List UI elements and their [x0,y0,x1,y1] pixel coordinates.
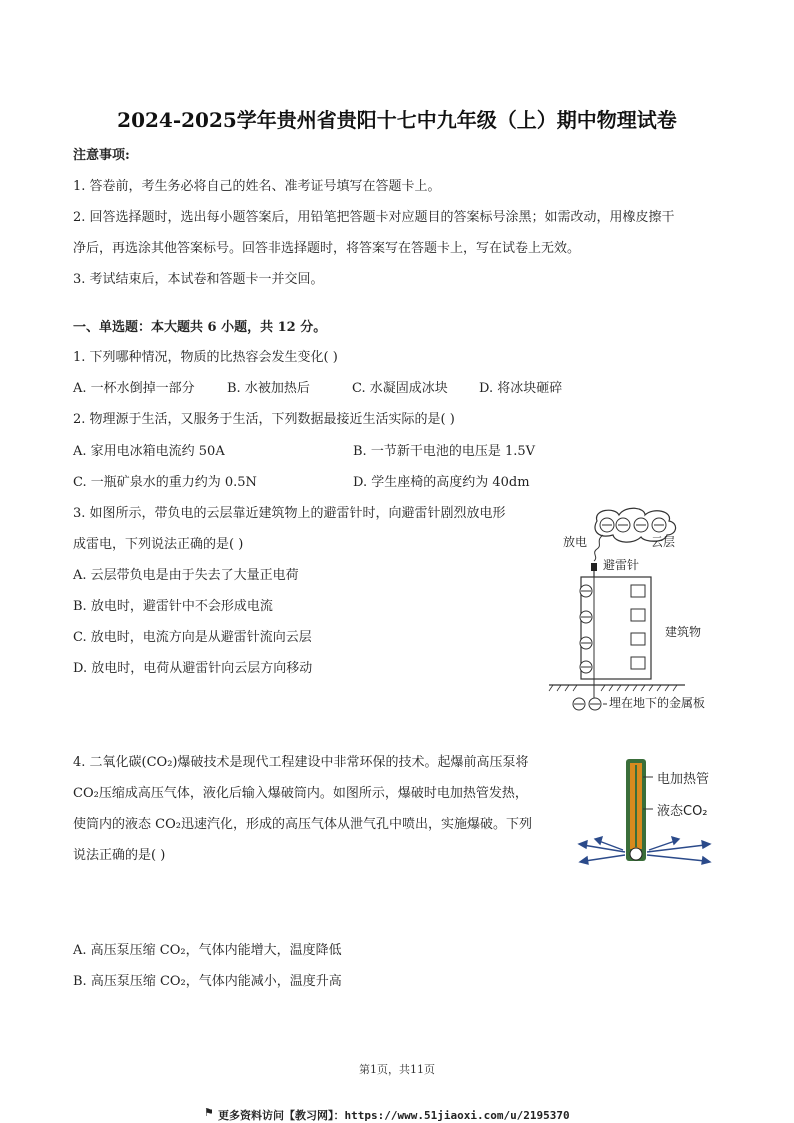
figure-label-building: 建筑物 [665,625,702,639]
q3-option-a: A. 云层带负电是由于失去了大量正电荷 [73,568,299,583]
notice-item-2: 2. 回答选择题时，选出每小题答案后，用铅笔把答题卡对应题目的答案标号涂黑；如需改动，用橡皮擦干 [73,210,675,225]
q3-stem-line2: 成雷电，下列说法正确的是( ) [73,537,244,552]
q4-stem-line1: 4. 二氧化碳(CO₂)爆破技术是现代工程建设中非常环保的技术。起爆前高压泵将 [73,755,529,770]
flag-icon: ⚑ [204,1106,214,1119]
q2-option-d: D. 学生座椅的高度约为 40dm [353,475,530,490]
q3-option-d: D. 放电时，电荷从避雷针向云层方向移动 [73,661,313,676]
q4-stem-line3: 使筒内的液态 CO₂迅速汽化，形成的高压气体从泄气孔中喷出，实施爆破。下列 [73,817,532,832]
q4-option-b: B. 高压泵压缩 CO₂，气体内能减小，温度升高 [73,974,342,989]
page-title: 2024-2025学年贵州省贵阳十七中九年级（上）期中物理试卷 [117,108,677,132]
q3-stem-line1: 3. 如图所示，带负电的云层靠近建筑物上的避雷针时，向避雷针剧烈放电形 [73,506,506,521]
lightning-rod-figure [545,505,725,715]
q1-option-c: C. 水凝固成冰块 [352,381,448,396]
q2-option-b: B. 一节新干电池的电压是 1.5V [353,444,536,459]
q1-option-d: D. 将冰块砸碎 [479,381,563,396]
figure-label-heater: 电加热管 [657,772,710,787]
co2-blasting-diagram [575,755,735,875]
figure-label-rod: 避雷针 [603,558,640,572]
q3-option-b: B. 放电时，避雷针中不会形成电流 [73,599,273,614]
section-heading: 一、单选题：本大题共 6 小题，共 12 分。 [73,320,327,335]
page-number: 第1页，共11页 [359,1063,435,1076]
notice-item-3: 3. 考试结束后，本试卷和答题卡一并交回。 [73,272,324,287]
resource-link[interactable]: 更多资料访问【教习网】：https://www.51jiaoxi.com/u/2195370 [218,1109,570,1122]
q4-stem-line4: 说法正确的是( ) [73,848,166,863]
q1-option-b: B. 水被加热后 [227,381,310,396]
figure-label-discharge: 放电 [563,535,588,549]
figure-label-plate: 埋在地下的金属板 [609,696,706,710]
q2-option-a: A. 家用电冰箱电流约 50A [73,444,225,459]
q4-option-a: A. 高压泵压缩 CO₂，气体内能增大，温度降低 [73,943,342,958]
q2-option-c: C. 一瓶矿泉水的重力约为 0.5N [73,475,257,490]
notice-item-1: 1. 答卷前，考生务必将自己的姓名、准考证号填写在答题卡上。 [73,179,441,194]
q2-stem: 2. 物理源于生活，又服务于生活，下列数据最接近生活实际的是( ) [73,412,455,427]
notice-item-2-cont: 净后，再选涂其他答案标号。回答非选择题时，将答案写在答题卡上，写在试卷上无效。 [73,241,581,256]
q1-option-a: A. 一杯水倒掉一部分 [73,381,195,396]
notice-heading: 注意事项: [73,148,130,163]
q3-option-c: C. 放电时，电流方向是从避雷针流向云层 [73,630,312,645]
figure-label-liquid-co2: 液态CO₂ [657,804,708,819]
figure-label-cloud: 云层 [651,535,676,549]
co2-blasting-figure [575,755,735,875]
q4-stem-line2: CO₂压缩成高压气体，液化后输入爆破筒内。如图所示，爆破时电加热管发热， [73,786,528,801]
q1-stem: 1. 下列哪种情况，物质的比热容会发生变化( ) [73,350,338,365]
